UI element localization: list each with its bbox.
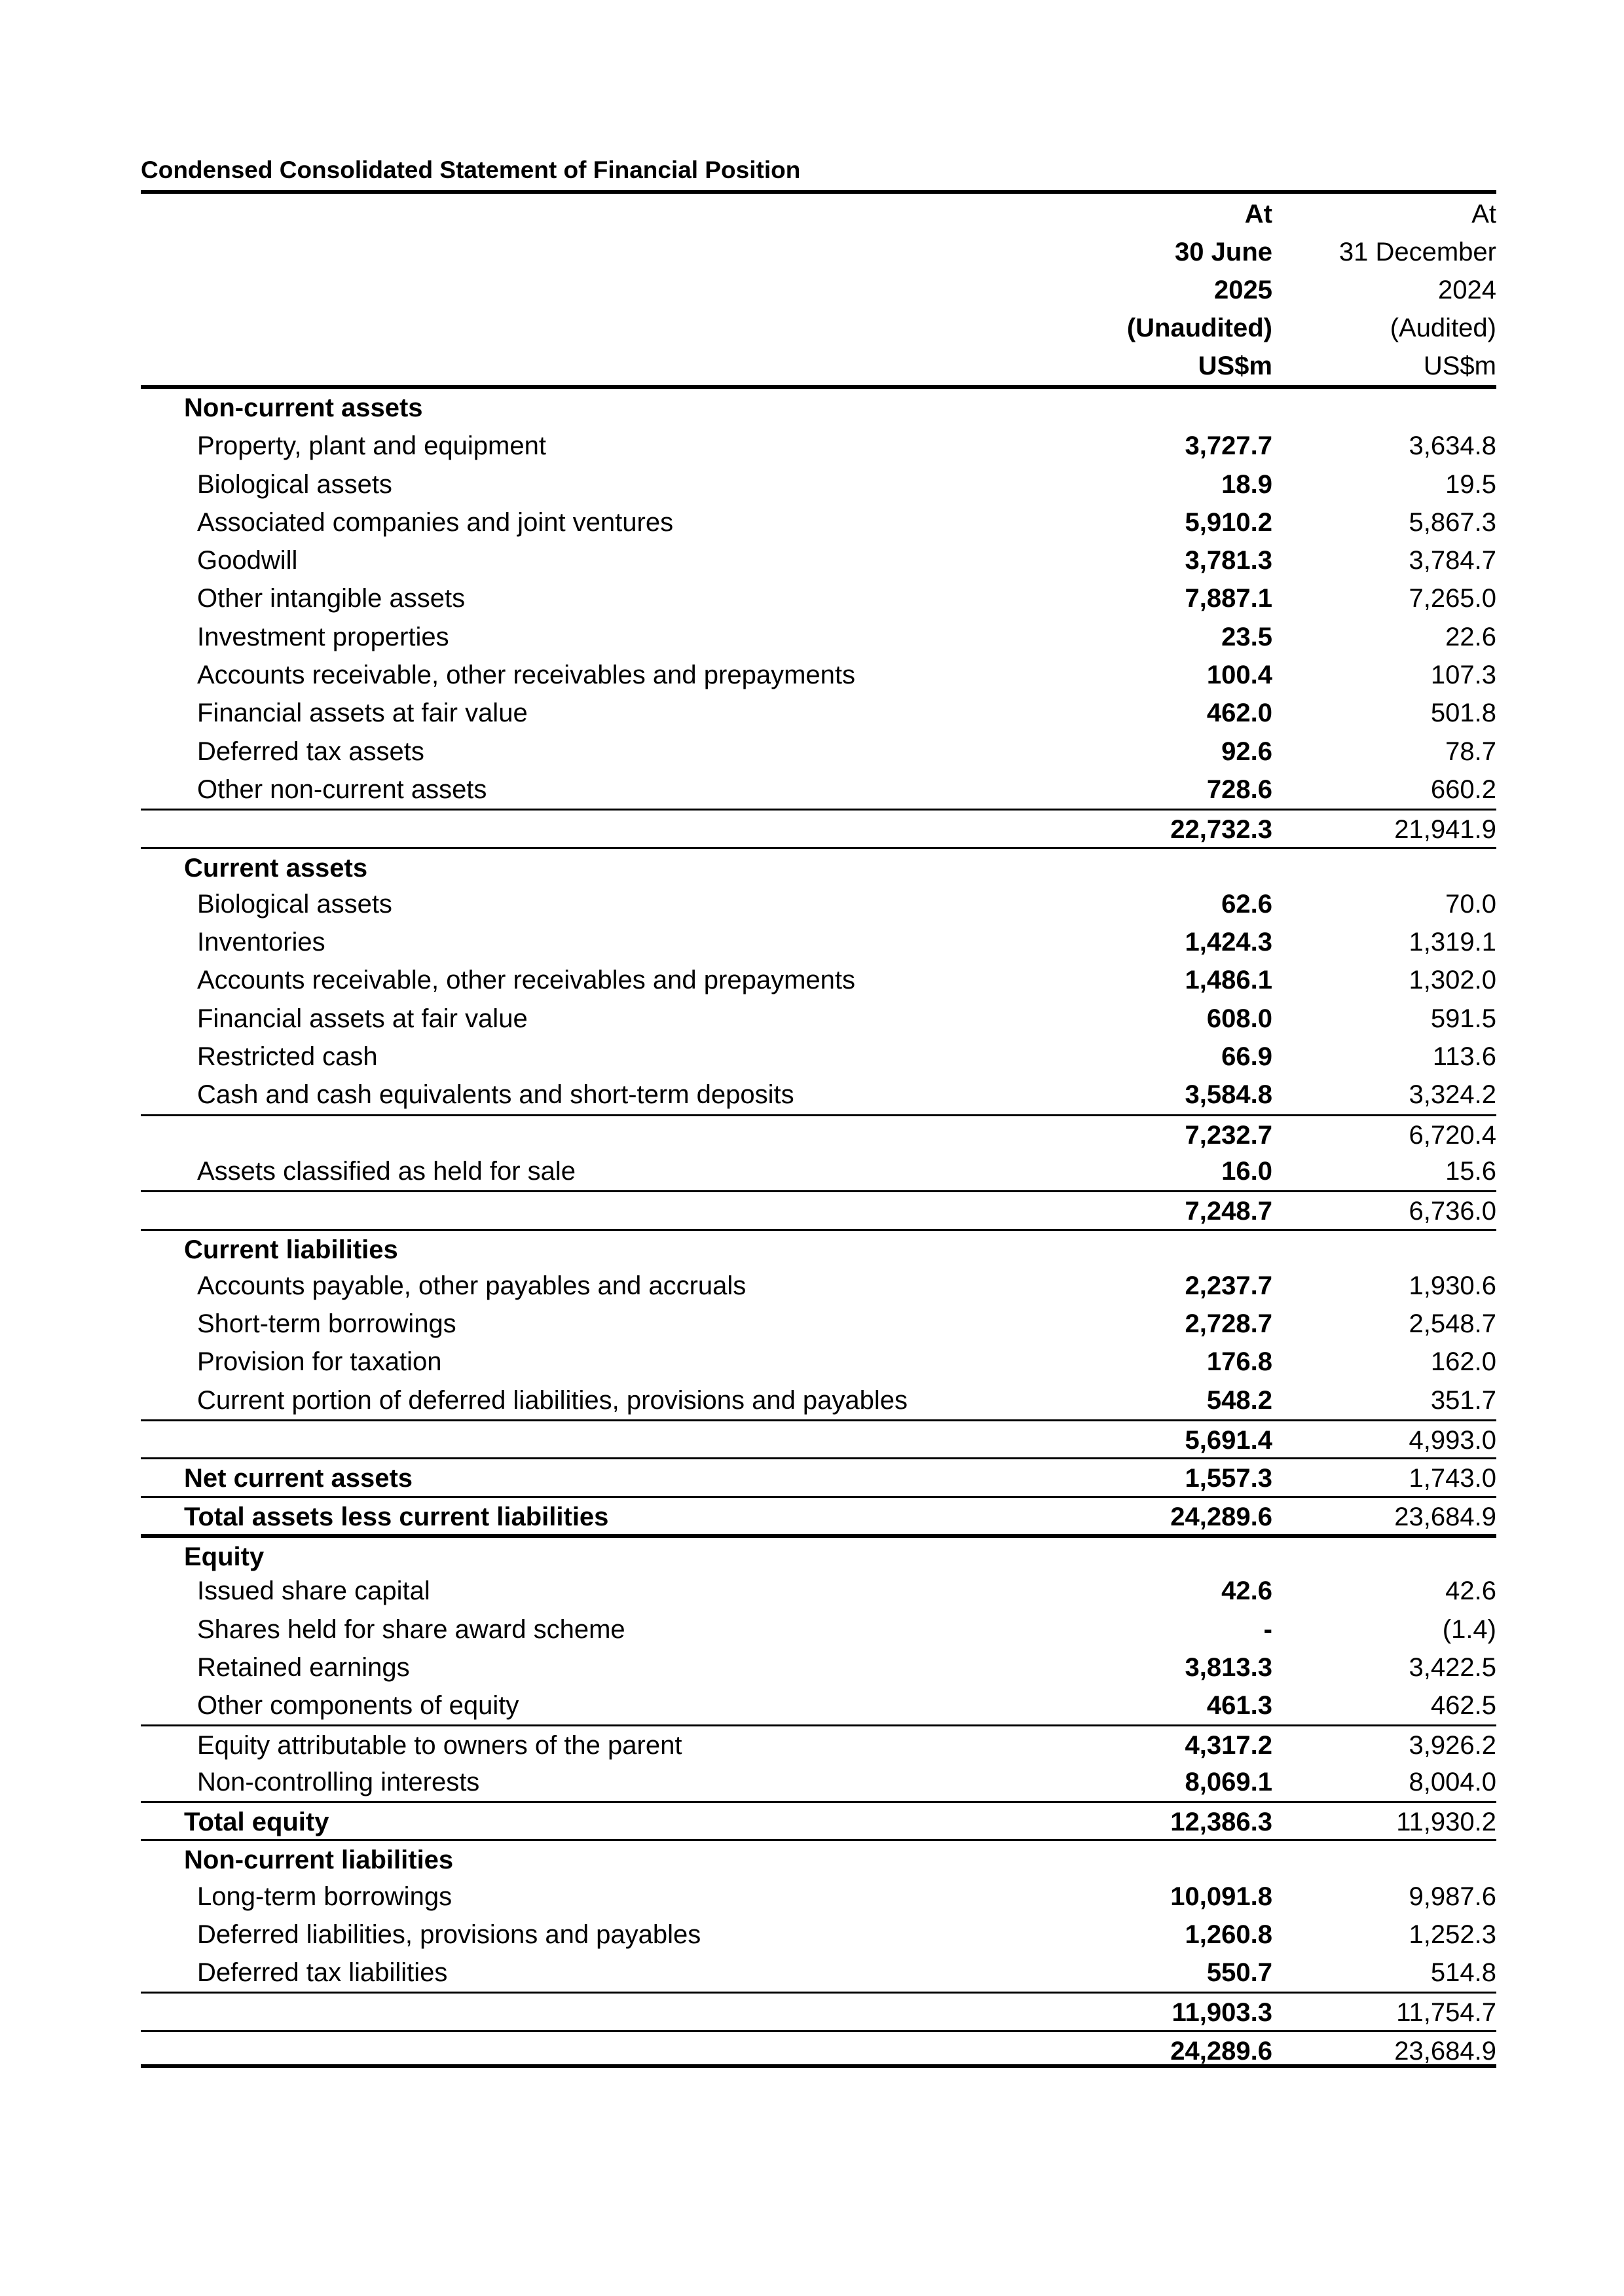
value-30-june-2025: 7,887.1 xyxy=(1185,584,1272,613)
row-label: Cash and cash equivalents and short-term deposits xyxy=(197,1080,794,1110)
value-30-june-2025: 16.0 xyxy=(1221,1156,1272,1186)
value-31-december-2024: 462.5 xyxy=(1430,1691,1496,1721)
table-row xyxy=(141,733,1496,771)
value-31-december-2024: 5,867.3 xyxy=(1409,507,1496,537)
value-30-june-2025: 23.5 xyxy=(1221,622,1272,651)
value-30-june-2025: 1,424.3 xyxy=(1185,928,1272,957)
table-row xyxy=(141,1878,1496,1916)
value-31-december-2024: 78.7 xyxy=(1445,737,1496,766)
statement-rows xyxy=(141,389,1496,2068)
value-30-june-2025: 24,289.6 xyxy=(1170,2036,1272,2066)
table-row xyxy=(141,1038,1496,1076)
subtotal-row xyxy=(141,1992,1496,2030)
row-label: Accounts receivable, other receivables and prepayments xyxy=(197,661,855,690)
value-30-june-2025: 12,386.3 xyxy=(1170,1807,1272,1836)
value-31-december-2024: 15.6 xyxy=(1445,1156,1496,1186)
row-label: Investment properties xyxy=(197,622,449,651)
row-label: Total equity xyxy=(184,1807,329,1836)
value-31-december-2024: 1,930.6 xyxy=(1409,1271,1496,1300)
col1-header-status: (Unaudited) xyxy=(1126,314,1272,342)
row-label: Financial assets at fair value xyxy=(197,699,528,728)
value-30-june-2025: 11,903.3 xyxy=(1172,1998,1272,2028)
table-row xyxy=(141,1457,1496,1495)
row-label: Assets classified as held for sale xyxy=(197,1156,576,1186)
value-30-june-2025: 18.9 xyxy=(1221,469,1272,499)
value-31-december-2024: (1.4) xyxy=(1442,1614,1496,1644)
value-30-june-2025: 7,248.7 xyxy=(1185,1197,1272,1226)
value-30-june-2025: 3,813.3 xyxy=(1185,1652,1272,1682)
section-header-row xyxy=(141,1229,1496,1267)
value-31-december-2024: 19.5 xyxy=(1445,469,1496,499)
value-31-december-2024: 351.7 xyxy=(1430,1385,1496,1415)
value-30-june-2025: 548.2 xyxy=(1206,1385,1272,1415)
value-31-december-2024: 8,004.0 xyxy=(1409,1767,1496,1796)
value-31-december-2024: 514.8 xyxy=(1430,1958,1496,1988)
table-row xyxy=(141,1649,1496,1686)
value-30-june-2025: 100.4 xyxy=(1206,661,1272,690)
col1-header-at: At xyxy=(1244,200,1272,228)
value-30-june-2025: 3,727.7 xyxy=(1185,431,1272,461)
value-31-december-2024: 9,987.6 xyxy=(1409,1882,1496,1911)
table-row xyxy=(141,541,1496,579)
row-label: Equity attributable to owners of the parent xyxy=(197,1731,682,1760)
statement-title: Condensed Consolidated Statement of Financial Position xyxy=(141,151,1496,194)
value-31-december-2024: 3,422.5 xyxy=(1409,1652,1496,1682)
row-label: Restricted cash xyxy=(197,1042,378,1072)
value-31-december-2024: 1,743.0 xyxy=(1409,1464,1496,1493)
row-label: Other non-current assets xyxy=(197,774,487,804)
row-label: Deferred tax assets xyxy=(197,737,424,766)
row-label: Provision for taxation xyxy=(197,1347,442,1377)
value-31-december-2024: 2,548.7 xyxy=(1409,1309,1496,1339)
value-30-june-2025: 1,557.3 xyxy=(1185,1464,1272,1493)
row-label: Deferred liabilities, provisions and payables xyxy=(197,1920,701,1949)
row-label: Other intangible assets xyxy=(197,584,466,613)
section-label: Current assets xyxy=(184,853,368,883)
value-31-december-2024: 42.6 xyxy=(1445,1576,1496,1606)
value-30-june-2025: 5,910.2 xyxy=(1185,507,1272,537)
table-row xyxy=(141,656,1496,694)
table-row xyxy=(141,694,1496,732)
row-label: Non-controlling interests xyxy=(197,1767,480,1796)
row-label: Issued share capital xyxy=(197,1576,430,1606)
value-31-december-2024: 22.6 xyxy=(1445,622,1496,651)
row-label: Property, plant and equipment xyxy=(197,431,546,461)
value-31-december-2024: 23,684.9 xyxy=(1394,2036,1496,2066)
header-line xyxy=(141,347,1496,385)
row-label: Deferred tax liabilities xyxy=(197,1958,448,1988)
table-row xyxy=(141,1916,1496,1954)
value-30-june-2025: 461.3 xyxy=(1206,1691,1272,1721)
subtotal-row xyxy=(141,2030,1496,2068)
row-label: Retained earnings xyxy=(197,1652,410,1682)
value-31-december-2024: 70.0 xyxy=(1445,889,1496,919)
row-label: Associated companies and joint ventures xyxy=(197,507,674,537)
section-header-row xyxy=(141,847,1496,885)
section-label: Non-current assets xyxy=(184,393,423,422)
section-label: Current liabilities xyxy=(184,1235,398,1264)
value-31-december-2024: 1,319.1 xyxy=(1409,928,1496,957)
value-31-december-2024: 162.0 xyxy=(1430,1347,1496,1377)
col2-header-status: (Audited) xyxy=(1390,314,1496,342)
table-row xyxy=(141,1954,1496,1992)
value-30-june-2025: 7,232.7 xyxy=(1185,1120,1272,1150)
section-header-row xyxy=(141,389,1496,427)
col1-header-unit: US$m xyxy=(1198,352,1272,380)
table-row xyxy=(141,1496,1496,1534)
value-31-december-2024: 23,684.9 xyxy=(1394,1502,1496,1531)
value-31-december-2024: 107.3 xyxy=(1430,661,1496,690)
table-row xyxy=(141,1724,1496,1762)
value-30-june-2025: 462.0 xyxy=(1206,699,1272,728)
value-30-june-2025: - xyxy=(1263,1614,1272,1644)
value-30-june-2025: 176.8 xyxy=(1206,1347,1272,1377)
row-label: Inventories xyxy=(197,928,325,957)
section-label: Non-current liabilities xyxy=(184,1846,454,1875)
header-line xyxy=(141,271,1496,309)
subtotal-row xyxy=(141,1190,1496,1228)
col2-header-at: At xyxy=(1471,200,1496,228)
section-header-row xyxy=(141,1534,1496,1572)
table-row xyxy=(141,961,1496,999)
header-line xyxy=(141,309,1496,347)
value-31-december-2024: 591.5 xyxy=(1430,1004,1496,1033)
section-header-row xyxy=(141,1839,1496,1877)
table-row xyxy=(141,1763,1496,1801)
col1-header-date: 30 June xyxy=(1175,238,1272,266)
value-31-december-2024: 11,930.2 xyxy=(1396,1807,1496,1836)
value-31-december-2024: 660.2 xyxy=(1430,774,1496,804)
value-31-december-2024: 1,302.0 xyxy=(1409,966,1496,995)
table-row xyxy=(141,618,1496,656)
row-label: Accounts receivable, other receivables and prepayments xyxy=(197,966,855,995)
row-label: Long-term borrowings xyxy=(197,1882,452,1911)
value-31-december-2024: 3,324.2 xyxy=(1409,1080,1496,1110)
value-30-june-2025: 92.6 xyxy=(1221,737,1272,766)
table-row xyxy=(141,579,1496,617)
table-row xyxy=(141,1801,1496,1839)
value-31-december-2024: 1,252.3 xyxy=(1409,1920,1496,1949)
value-30-june-2025: 3,781.3 xyxy=(1185,546,1272,575)
row-label: Accounts payable, other payables and accruals xyxy=(197,1271,747,1300)
table-row xyxy=(141,923,1496,961)
subtotal-row xyxy=(141,1114,1496,1152)
row-label: Short-term borrowings xyxy=(197,1309,456,1339)
table-row xyxy=(141,1000,1496,1038)
value-30-june-2025: 22,732.3 xyxy=(1170,815,1272,845)
value-31-december-2024: 21,941.9 xyxy=(1394,815,1496,845)
table-row xyxy=(141,1305,1496,1343)
value-30-june-2025: 1,260.8 xyxy=(1185,1920,1272,1949)
value-31-december-2024: 3,784.7 xyxy=(1409,546,1496,575)
table-row xyxy=(141,1381,1496,1419)
table-row xyxy=(141,1152,1496,1190)
table-row xyxy=(141,1267,1496,1305)
value-30-june-2025: 728.6 xyxy=(1206,774,1272,804)
subtotal-row xyxy=(141,1419,1496,1457)
col2-header-unit: US$m xyxy=(1423,352,1496,380)
col2-header-year: 2024 xyxy=(1438,276,1496,304)
value-30-june-2025: 62.6 xyxy=(1221,889,1272,919)
value-30-june-2025: 10,091.8 xyxy=(1170,1882,1272,1911)
row-label: Goodwill xyxy=(197,546,298,575)
table-row xyxy=(141,1572,1496,1610)
row-label: Total assets less current liabilities xyxy=(184,1502,609,1531)
value-30-june-2025: 66.9 xyxy=(1221,1042,1272,1072)
value-30-june-2025: 1,486.1 xyxy=(1185,966,1272,995)
value-30-june-2025: 2,728.7 xyxy=(1185,1309,1272,1339)
value-31-december-2024: 113.6 xyxy=(1432,1042,1496,1072)
value-30-june-2025: 3,584.8 xyxy=(1185,1080,1272,1110)
value-30-june-2025: 2,237.7 xyxy=(1185,1271,1272,1300)
header-line xyxy=(141,233,1496,271)
table-row xyxy=(141,771,1496,809)
value-30-june-2025: 8,069.1 xyxy=(1185,1767,1272,1796)
table-row xyxy=(141,1343,1496,1381)
value-31-december-2024: 4,993.0 xyxy=(1409,1426,1496,1455)
row-label: Shares held for share award scheme xyxy=(197,1614,625,1644)
value-30-june-2025: 608.0 xyxy=(1206,1004,1272,1033)
row-label: Current portion of deferred liabilities, provisions and payables xyxy=(197,1385,908,1415)
value-30-june-2025: 5,691.4 xyxy=(1185,1426,1272,1455)
row-label: Biological assets xyxy=(197,889,392,919)
table-row xyxy=(141,1686,1496,1724)
column-headers xyxy=(141,194,1496,389)
value-31-december-2024: 6,736.0 xyxy=(1409,1197,1496,1226)
value-30-june-2025: 550.7 xyxy=(1206,1958,1272,1988)
value-31-december-2024: 6,720.4 xyxy=(1409,1120,1496,1150)
row-label: Net current assets xyxy=(184,1464,413,1493)
financial-statement xyxy=(141,151,1496,2068)
subtotal-row xyxy=(141,809,1496,847)
section-label: Equity xyxy=(184,1542,265,1571)
row-label: Biological assets xyxy=(197,469,392,499)
col2-header-date: 31 December xyxy=(1338,238,1496,266)
header-line xyxy=(141,195,1496,233)
value-31-december-2024: 7,265.0 xyxy=(1409,584,1496,613)
value-31-december-2024: 3,926.2 xyxy=(1409,1731,1496,1760)
value-30-june-2025: 42.6 xyxy=(1221,1576,1272,1606)
table-row xyxy=(141,465,1496,503)
row-label: Other components of equity xyxy=(197,1691,519,1721)
table-row xyxy=(141,1611,1496,1649)
row-label: Financial assets at fair value xyxy=(197,1004,528,1033)
value-31-december-2024: 3,634.8 xyxy=(1409,431,1496,461)
value-30-june-2025: 4,317.2 xyxy=(1185,1731,1272,1760)
table-row xyxy=(141,503,1496,541)
value-30-june-2025: 24,289.6 xyxy=(1170,1502,1272,1531)
value-31-december-2024: 501.8 xyxy=(1430,699,1496,728)
col1-header-year: 2025 xyxy=(1214,276,1272,304)
table-row xyxy=(141,885,1496,923)
value-31-december-2024: 11,754.7 xyxy=(1396,1998,1496,2028)
table-row xyxy=(141,427,1496,465)
table-row xyxy=(141,1076,1496,1114)
